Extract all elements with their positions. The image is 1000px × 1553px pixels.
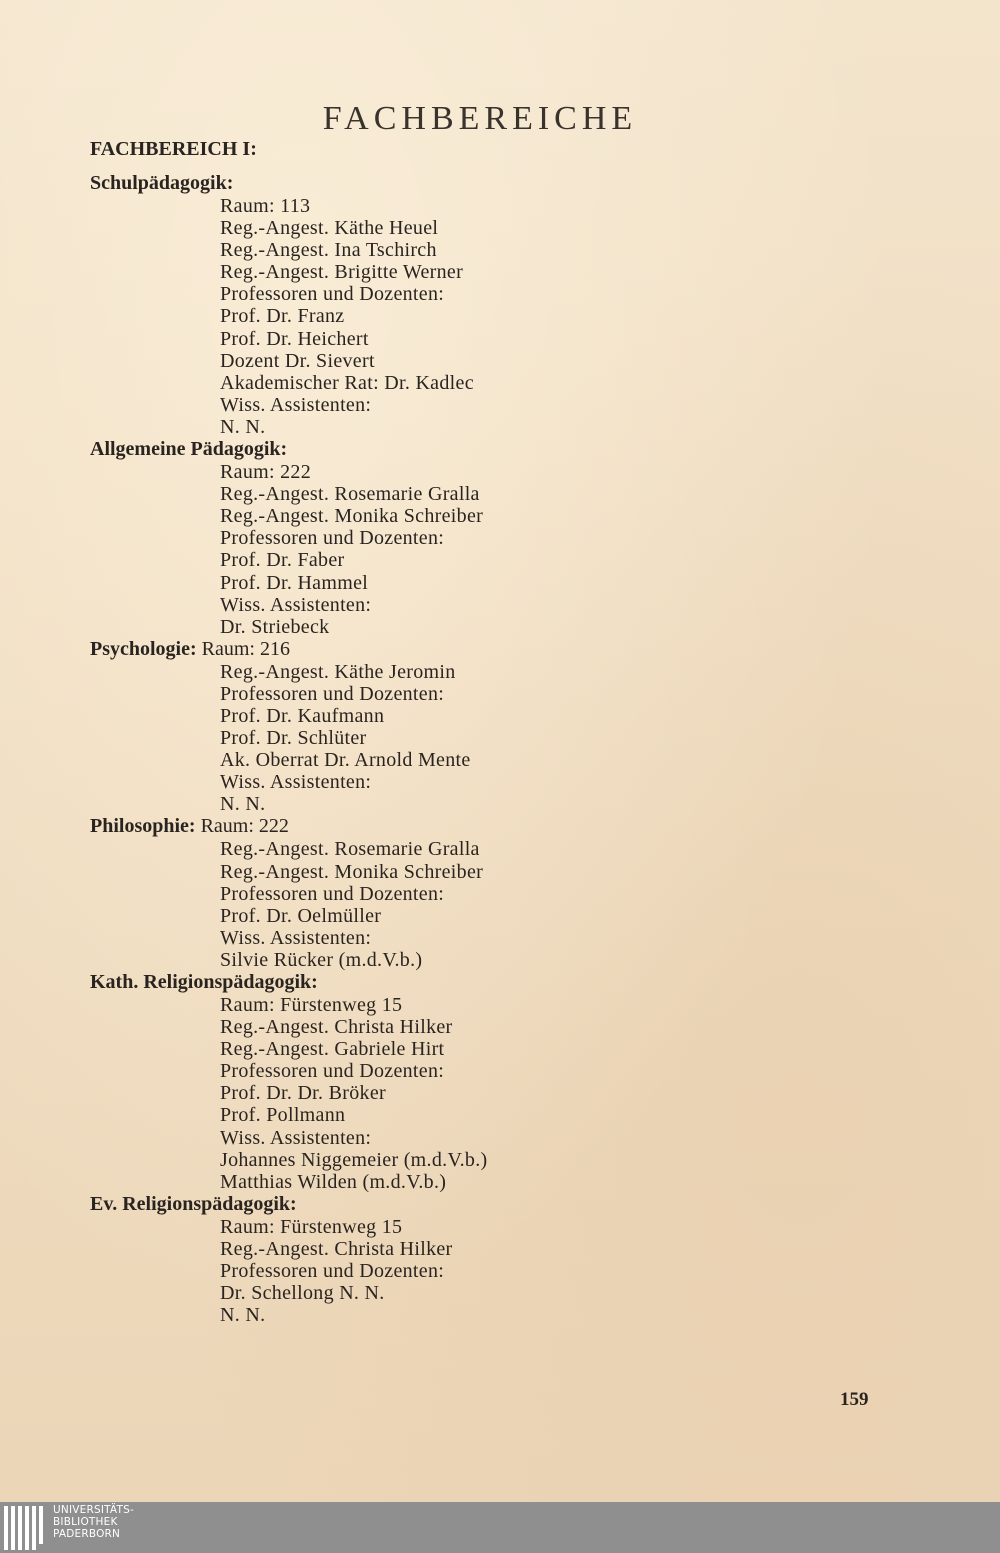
staff-entry: Reg.-Angest. Käthe Jeromin [220, 660, 456, 683]
staff-entry: Professoren und Dozenten: [220, 882, 445, 905]
staff-entry: Wiss. Assistenten: [220, 393, 372, 416]
department-name: Schulpädagogik: [90, 172, 234, 194]
staff-entry: Professoren und Dozenten: [220, 1060, 445, 1083]
staff-entry: Prof. Dr. Schlüter [220, 727, 367, 750]
staff-entry: Ak. Oberrat Dr. Arnold Mente [220, 749, 471, 772]
library-logo-text [53, 1504, 134, 1540]
staff-entry: Wiss. Assistenten: [220, 593, 372, 616]
staff-list [220, 994, 950, 1193]
staff-entry: Silvie Rücker (m.d.V.b.) [220, 948, 423, 971]
department-heading [90, 1193, 950, 1216]
department-name: Ev. Religionspädagogik: [90, 1192, 297, 1215]
staff-entry: Wiss. Assistenten: [220, 1126, 372, 1149]
staff-entry: Professoren und Dozenten: [220, 283, 445, 306]
staff-entry: Reg.-Angest. Brigitte Werner [220, 261, 464, 284]
department-heading [90, 815, 950, 838]
staff-entry: Prof. Dr. Hammel [220, 571, 369, 594]
staff-entry: Professoren und Dozenten: [220, 682, 445, 705]
staff-entry: Raum: Fürstenweg 15 [220, 994, 403, 1016]
staff-entry: N. N. [220, 415, 266, 438]
department-heading [90, 971, 950, 994]
staff-entry: Prof. Dr. Oelmüller [220, 904, 382, 927]
staff-entry: Reg.-Angest. Käthe Heuel [220, 217, 439, 240]
staff-entry: Dr. Striebeck [220, 615, 330, 638]
department-room: Raum: 222 [200, 815, 289, 838]
department-list [90, 172, 950, 1326]
department-heading [90, 438, 950, 461]
staff-list [220, 661, 950, 816]
staff-entry: Akademischer Rat: Dr. Kadlec [220, 371, 474, 394]
department-name: Allgemeine Pädagogik: [90, 438, 288, 461]
staff-entry: Reg.-Angest. Gabriele Hirt [220, 1038, 445, 1061]
staff-entry: Prof. Dr. Heichert [220, 327, 369, 350]
staff-entry: Reg.-Angest. Christa Hilker [220, 1016, 453, 1039]
staff-entry: N. N. [220, 793, 266, 816]
staff-entry: Wiss. Assistenten: [220, 926, 372, 949]
staff-entry: Prof. Dr. Franz [220, 305, 345, 328]
staff-entry: Prof. Dr. Kaufmann [220, 704, 385, 727]
department-section [90, 638, 950, 816]
staff-entry: Matthias Wilden (m.d.V.b.) [220, 1170, 447, 1193]
department-name: Philosophie: [90, 815, 196, 838]
staff-entry: Raum: Fürstenweg 15 [220, 1215, 403, 1238]
staff-entry: Professoren und Dozenten: [220, 1260, 445, 1283]
department-heading [90, 638, 950, 661]
library-logo-line: PADERBORN [53, 1528, 121, 1540]
department-section [90, 438, 950, 638]
department-room: Raum: 216 [201, 637, 290, 660]
staff-list [220, 195, 950, 438]
library-logo-line: UNIVERSITÄTS- [53, 1504, 134, 1516]
library-footer-bar [0, 1502, 1000, 1553]
staff-entry: Johannes Niggemeier (m.d.V.b.) [220, 1148, 488, 1171]
department-name: Kath. Religionspädagogik: [90, 971, 318, 993]
department-section [90, 172, 950, 438]
staff-entry: Reg.-Angest. Christa Hilker [220, 1237, 453, 1260]
staff-entry: Prof. Dr. Faber [220, 549, 345, 572]
fachbereich-label: FACHBEREICH I: [90, 138, 257, 160]
staff-entry: N. N. [220, 1304, 266, 1327]
staff-list [220, 1216, 950, 1326]
department-section [90, 971, 950, 1193]
staff-entry: Reg.-Angest. Monika Schreiber [220, 505, 484, 528]
library-logo-line: BIBLIOTHEK [53, 1516, 118, 1528]
department-heading [90, 172, 950, 195]
staff-list [220, 838, 950, 971]
staff-entry: Raum: 113 [220, 195, 311, 217]
staff-entry: Raum: 222 [220, 461, 312, 484]
page-number: 159 [840, 1389, 869, 1410]
library-barcode-logo-icon [4, 1506, 46, 1550]
department-section [90, 815, 950, 971]
staff-entry: Dr. Schellong N. N. [220, 1282, 385, 1305]
staff-entry: Prof. Pollmann [220, 1104, 346, 1127]
staff-list [220, 461, 950, 638]
staff-entry: Reg.-Angest. Rosemarie Gralla [220, 483, 480, 506]
page-title: FACHBEREICHE [322, 100, 638, 137]
department-section [90, 1193, 950, 1326]
staff-entry: Reg.-Angest. Rosemarie Gralla [220, 838, 480, 861]
staff-entry: Professoren und Dozenten: [220, 527, 445, 550]
staff-entry: Dozent Dr. Sievert [220, 349, 375, 372]
staff-entry: Prof. Dr. Dr. Bröker [220, 1082, 386, 1105]
staff-entry: Wiss. Assistenten: [220, 771, 372, 794]
staff-entry: Reg.-Angest. Monika Schreiber [220, 860, 484, 883]
department-name: Psychologie: [90, 637, 197, 660]
staff-entry: Reg.-Angest. Ina Tschirch [220, 239, 437, 262]
